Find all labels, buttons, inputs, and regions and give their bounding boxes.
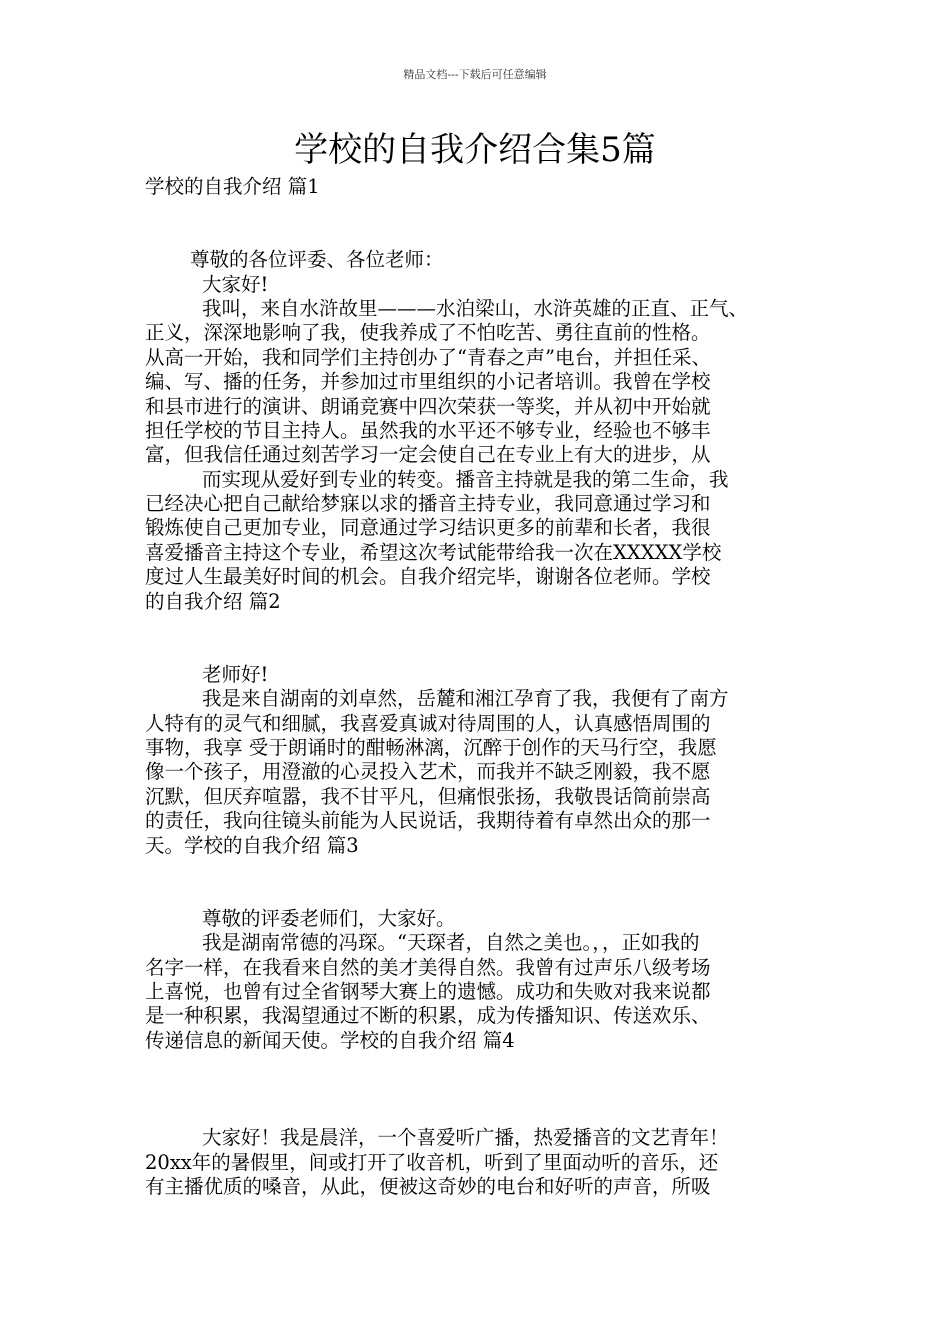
section-heading-3: 天。学校的自我介绍 篇3 [145,833,359,857]
paragraph-gap [145,199,809,248]
section-heading-4: 传递信息的新闻天使。学校的自我介绍 篇4 [145,1028,515,1052]
paragraph-line: 而实现从爱好到专业的转变。播音主持就是我的第二生命，我 [202,467,729,491]
paragraph-line: 编、写、播的任务，并参加过市里组织的小记者培训。我曾在学校 [145,370,711,394]
paragraph-line: 名字一样，在我看来自然的美才美得自然。我曾有过声乐八级考场 [145,955,711,979]
paragraph-gap [145,614,809,663]
paragraph-line: 从高一开始，我和同学们主持创办了“青春之声”电台，并担任采、 [145,345,711,369]
document-title: 学校的自我介绍合集5篇 [294,130,656,170]
document-body [145,175,809,1199]
greeting: 大家好! [202,272,269,296]
paragraph-gap [145,1053,809,1126]
paragraph-line: 富，但我信任通过刻苦学习一定会使自己在专业上有大的进步，从 [145,443,711,467]
paragraph-gap [145,858,809,907]
paragraph-line: 已经决心把自己献给梦寐以求的播音主持专业，我同意通过学习和 [145,492,711,516]
paragraph-line: 锻炼使自己更加专业，同意通过学习结识更多的前辈和长者，我很 [145,516,711,540]
page-header: 精品文档---下载后可任意编辑 [403,68,547,81]
paragraph-line: 沉默，但厌弃喧嚣，我不甘平凡，但痛恨张扬，我敬畏话筒前崇高 [145,784,711,808]
paragraph-line: 担任学校的节目主持人。虽然我的水平还不够专业，经验也不够丰 [145,418,711,442]
greeting: 老师好! [202,662,269,686]
paragraph-line: 20xx年的暑假里，间或打开了收音机，听到了里面动听的音乐，还 [145,1150,719,1174]
paragraph-line: 大家好！我是晨洋，一个喜爱听广播，热爱播音的文艺青年！ [202,1126,729,1150]
paragraph-line: 人特有的灵气和细腻，我喜爱真诚对待周围的人，认真感悟周围的 [145,711,711,735]
paragraph-line: 像一个孩子，用澄澈的心灵投入艺术，而我并不缺乏刚毅，我不愿 [145,760,711,784]
salutation: 尊敬的各位评委、各位老师： [190,248,444,272]
paragraph-line: 我是湖南常德的冯琛。“天琛者，自然之美也。，，正如我的 [202,931,700,955]
paragraph-line: 正义，深深地影响了我，使我养成了不怕吃苦、勇往直前的性格。 [145,321,711,345]
paragraph-line: 我是来自湖南的刘卓然，岳麓和湘江孕育了我，我便有了南方 [202,687,729,711]
paragraph-line: 我叫，来自水浒故里———水泊梁山，水浒英雄的正直、正气、 [202,296,749,320]
paragraph-line: 事物，我享 受于朗诵时的酣畅淋漓，沉醉于创作的天马行空，我愿 [145,736,717,760]
paragraph-line: 喜爱播音主持这个专业，希望这次考试能带给我一次在XXXXX学校 [145,540,722,564]
paragraph-line: 有主播优质的嗓音，从此，便被这奇妙的电台和好听的声音，所吸 [145,1175,711,1199]
greeting: 尊敬的评委老师们，大家好。 [202,906,456,930]
paragraph-line: 上喜悦，也曾有过全省钢琴大赛上的遗憾。成功和失败对我来说都 [145,979,711,1003]
paragraph-line: 是一种积累，我渴望通过不断的积累，成为传播知识、传送欢乐、 [145,1004,711,1028]
section-heading-1: 学校的自我介绍 篇1 [145,175,320,198]
paragraph-line: 度过人生最美好时间的机会。自我介绍完毕，谢谢各位老师。学校 [145,565,711,589]
section-heading-2: 的自我介绍 篇2 [145,589,281,613]
paragraph-line: 和县市进行的演讲、朗诵竞赛中四次荣获一等奖，并从初中开始就 [145,394,711,418]
paragraph-line: 的责任，我向往镜头前能为人民说话，我期待着有卓然出众的那一 [145,809,711,833]
